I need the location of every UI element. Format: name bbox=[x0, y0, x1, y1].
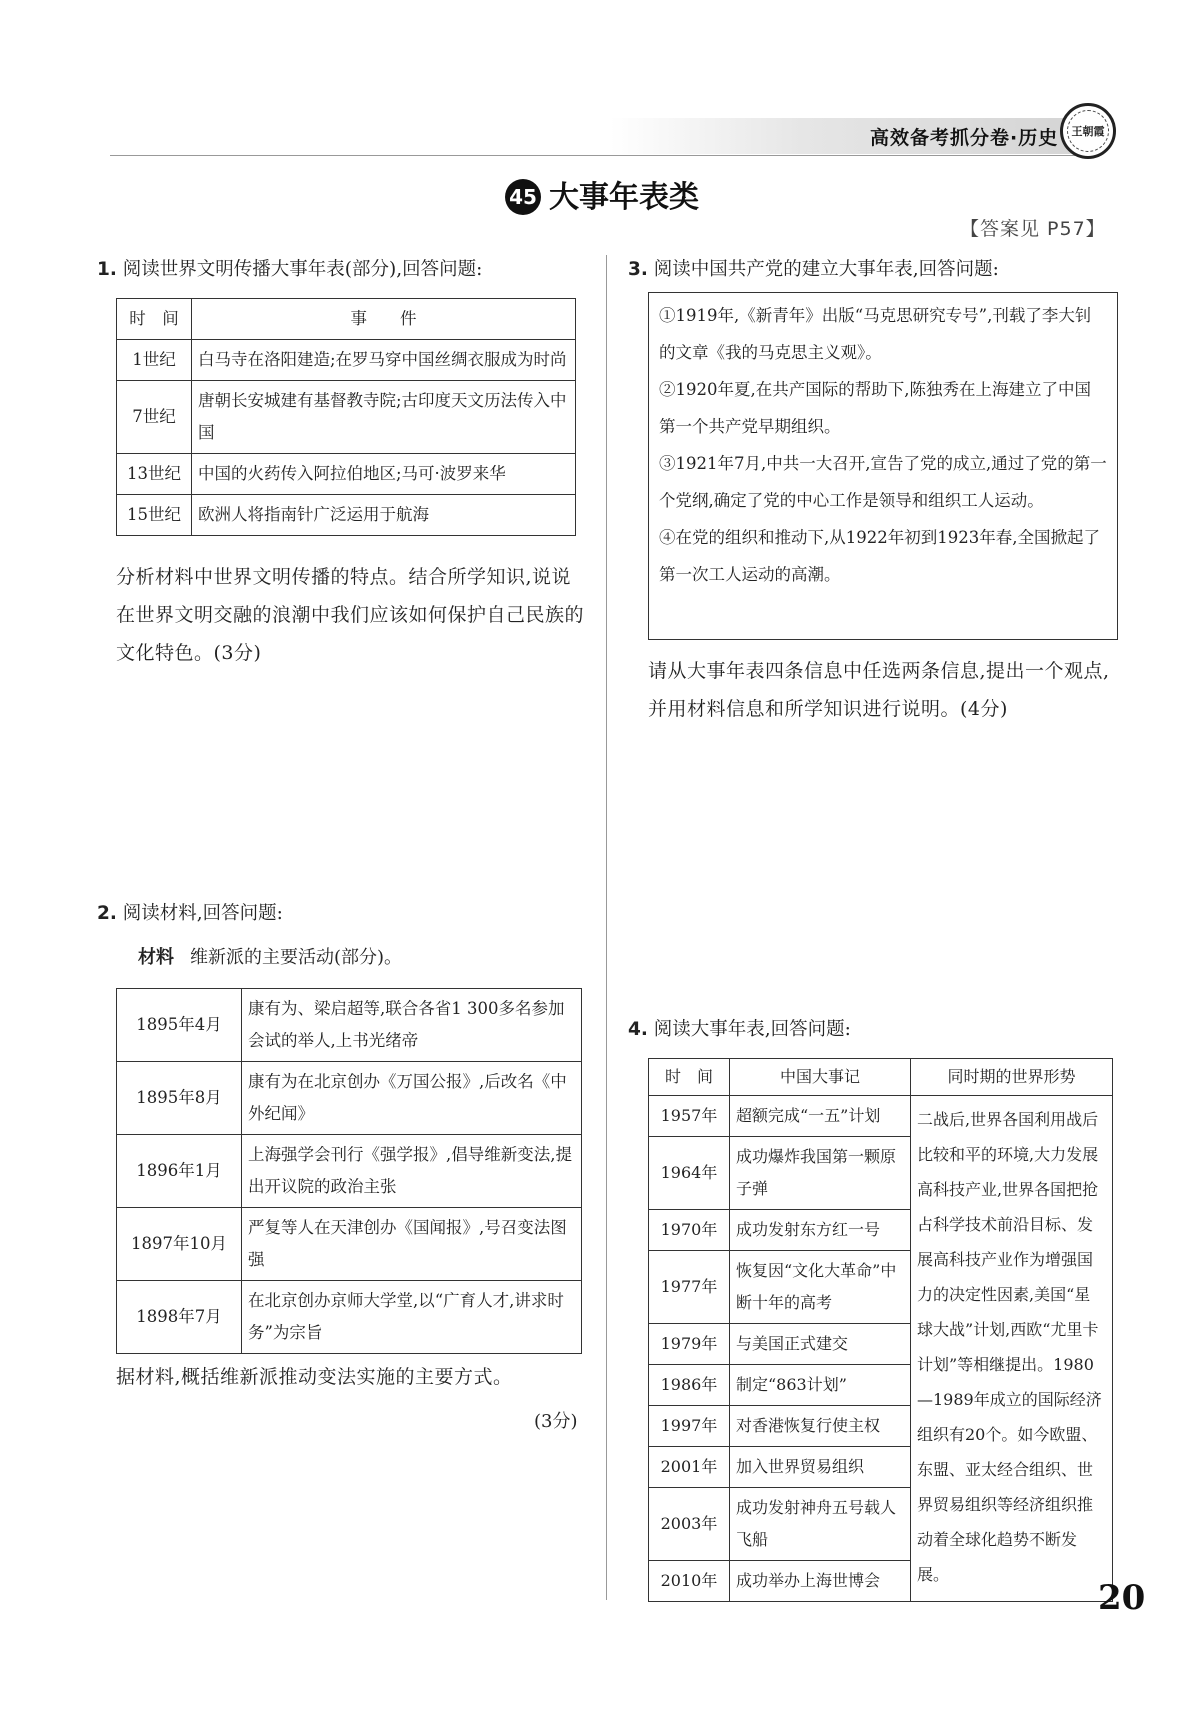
q2-row2-date: 1895年8月 bbox=[117, 1062, 242, 1135]
q4-header-world: 同时期的世界形势 bbox=[911, 1059, 1113, 1096]
q4-row1-year: 1957年 bbox=[649, 1096, 730, 1137]
table-header-row bbox=[649, 1059, 1113, 1096]
q4-row7-year: 1997年 bbox=[649, 1406, 730, 1447]
q1-stem bbox=[97, 258, 482, 282]
q2-number: 2. bbox=[97, 903, 117, 924]
q2-row3-event: 上海强学会刊行《强学报》,倡导维新变法,提出开议院的政治主张 bbox=[242, 1135, 582, 1208]
book-title: 高效备考抓分卷·历史 bbox=[870, 127, 1059, 149]
q1-prompt: 分析材料中世界文明传播的特点。结合所学知识,说说在世界文明交融的浪潮中我们应该如何保护自己民族的文化特色。(3分) bbox=[116, 566, 585, 664]
answer-reference: 【答案见 P57】 bbox=[960, 218, 1106, 240]
q1-header-time: 时 间 bbox=[117, 299, 192, 340]
q2-material-text: 维新派的主要活动(部分)。 bbox=[190, 947, 403, 968]
header-rule bbox=[110, 155, 1095, 156]
q2-stem bbox=[97, 902, 283, 926]
q4-row1-event: 超额完成“一五”计划 bbox=[730, 1096, 911, 1137]
q1-header-event: 事 件 bbox=[192, 299, 576, 340]
q1-row4-event: 欧洲人将指南针广泛运用于航海 bbox=[192, 495, 576, 536]
section-title bbox=[0, 172, 1204, 216]
table-row bbox=[117, 340, 576, 381]
table-header-row bbox=[117, 299, 576, 340]
q4-row4-event: 恢复因“文化大革命”中断十年的高考 bbox=[730, 1251, 911, 1324]
q1-row1-time: 1世纪 bbox=[117, 340, 192, 381]
q4-table bbox=[648, 1058, 1113, 1602]
column-divider bbox=[606, 255, 607, 1600]
q1-table bbox=[116, 298, 576, 536]
q4-row6-event: 制定“863计划” bbox=[730, 1365, 911, 1406]
q4-row2-event: 成功爆炸我国第一颗原子弹 bbox=[730, 1137, 911, 1210]
q4-row9-event: 成功发射神舟五号载人飞船 bbox=[730, 1488, 911, 1561]
q2-row4-event: 严复等人在天津创办《国闻报》,号召变法图强 bbox=[242, 1208, 582, 1281]
q4-stem bbox=[628, 1018, 851, 1042]
q2-score: (3分) bbox=[534, 1411, 578, 1432]
q4-row7-event: 对香港恢复行使主权 bbox=[730, 1406, 911, 1447]
q4-header-china: 中国大事记 bbox=[730, 1059, 911, 1096]
q1-row1-event: 白马寺在洛阳建造;在罗马穿中国丝绸衣服成为时尚 bbox=[192, 340, 576, 381]
q4-number: 4. bbox=[628, 1019, 648, 1040]
q4-row3-year: 1970年 bbox=[649, 1210, 730, 1251]
q4-row5-event: 与美国正式建交 bbox=[730, 1324, 911, 1365]
q3-stem bbox=[628, 258, 999, 282]
q4-row9-year: 2003年 bbox=[649, 1488, 730, 1561]
q4-stem-text: 阅读大事年表,回答问题: bbox=[653, 1019, 851, 1040]
q3-item-4: ④在党的组织和推动下,从1922年初到1923年春,全国掀起了第一次工人运动的高潮。 bbox=[659, 528, 1100, 584]
publisher-logo bbox=[1060, 103, 1116, 159]
q4-row4-year: 1977年 bbox=[649, 1251, 730, 1324]
q4-row10-year: 2010年 bbox=[649, 1561, 730, 1602]
q1-stem-text: 阅读世界文明传播大事年表(部分),回答问题: bbox=[122, 259, 483, 280]
q3-timeline-box bbox=[648, 292, 1118, 640]
table-row bbox=[649, 1096, 1113, 1137]
q2-stem-text: 阅读材料,回答问题: bbox=[122, 903, 283, 924]
table-row bbox=[117, 454, 576, 495]
table-row bbox=[117, 495, 576, 536]
section-title-text: 大事年表类 bbox=[549, 180, 699, 215]
q3-item-3: ③1921年7月,中共一大召开,宣告了党的成立,通过了党的第一个党纲,确定了党的中心工作是领导和组织工人运动。 bbox=[659, 454, 1107, 510]
q2-row4-date: 1897年10月 bbox=[117, 1208, 242, 1281]
q2-material-label: 材料 bbox=[138, 947, 174, 968]
q1-number: 1. bbox=[97, 259, 117, 280]
q2-prompt: 据材料,概括维新派推动变法实施的主要方式。 bbox=[116, 1366, 513, 1388]
table-row bbox=[117, 1135, 582, 1208]
table-row bbox=[117, 1281, 582, 1354]
table-row bbox=[117, 1062, 582, 1135]
q2-table bbox=[116, 988, 582, 1354]
q3-item-2: ②1920年夏,在共产国际的帮助下,陈独秀在上海建立了中国第一个共产党早期组织。 bbox=[659, 380, 1091, 436]
publisher-logo-text: 王朝霞 bbox=[1067, 110, 1109, 152]
table-row bbox=[117, 381, 576, 454]
q2-row1-date: 1895年4月 bbox=[117, 989, 242, 1062]
q2-row5-date: 1898年7月 bbox=[117, 1281, 242, 1354]
q4-row3-event: 成功发射东方红一号 bbox=[730, 1210, 911, 1251]
q4-row5-year: 1979年 bbox=[649, 1324, 730, 1365]
q4-world-situation: 二战后,世界各国利用战后比较和平的环境,大力发展高科技产业,世界各国把抢占科学技术前沿目标、发展高科技产业作为增强国力的决定性因素,美国“星球大战”计划,西欧“尤里卡计划”等相继提出。1980—1989年成立的国际经济组织有20个。如今欧盟、东盟、亚太经合组织、世界贸易组织等经济组织推动着全球化趋势不断发展。 bbox=[911, 1096, 1113, 1602]
q2-row5-event: 在北京创办京师大学堂,以“广育人才,讲求时务”为宗旨 bbox=[242, 1281, 582, 1354]
q4-header-time: 时 间 bbox=[649, 1059, 730, 1096]
section-number-badge: 45 bbox=[505, 179, 541, 215]
q2-material bbox=[138, 946, 402, 970]
q1-row2-time: 7世纪 bbox=[117, 381, 192, 454]
q1-row3-event: 中国的火药传入阿拉伯地区;马可·波罗来华 bbox=[192, 454, 576, 495]
q3-item-1: ①1919年,《新青年》出版“马克思研究专号”,刊载了李大钊的文章《我的马克思主义观》。 bbox=[659, 306, 1092, 362]
q3-prompt: 请从大事年表四条信息中任选两条信息,提出一个观点,并用材料信息和所学知识进行说明。(4分) bbox=[648, 660, 1110, 720]
q1-row4-time: 15世纪 bbox=[117, 495, 192, 536]
q2-row3-date: 1896年1月 bbox=[117, 1135, 242, 1208]
q1-row2-event: 唐朝长安城建有基督教寺院;古印度天文历法传入中国 bbox=[192, 381, 576, 454]
q1-row3-time: 13世纪 bbox=[117, 454, 192, 495]
q3-number: 3. bbox=[628, 259, 648, 280]
q2-row2-event: 康有为在北京创办《万国公报》,后改名《中外纪闻》 bbox=[242, 1062, 582, 1135]
q4-row8-event: 加入世界贸易组织 bbox=[730, 1447, 911, 1488]
page-number: 20 bbox=[1098, 1578, 1146, 1618]
q2-row1-event: 康有为、梁启超等,联合各省1 300多名参加会试的举人,上书光绪帝 bbox=[242, 989, 582, 1062]
q4-row8-year: 2001年 bbox=[649, 1447, 730, 1488]
q4-row2-year: 1964年 bbox=[649, 1137, 730, 1210]
table-row bbox=[117, 989, 582, 1062]
q4-row10-event: 成功举办上海世博会 bbox=[730, 1561, 911, 1602]
q3-stem-text: 阅读中国共产党的建立大事年表,回答问题: bbox=[653, 259, 999, 280]
q4-row6-year: 1986年 bbox=[649, 1365, 730, 1406]
table-row bbox=[117, 1208, 582, 1281]
